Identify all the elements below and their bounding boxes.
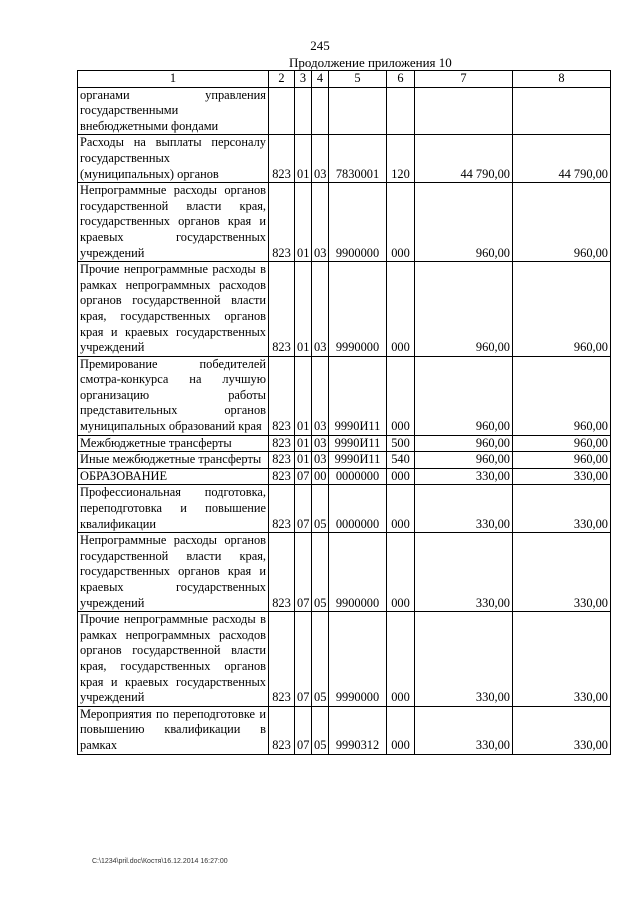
cell-target-code: 9990И11 (329, 435, 387, 452)
cell-amount-8 (513, 87, 611, 135)
cell-expense-type (387, 87, 415, 135)
cell-section: 01 (295, 135, 312, 183)
cell-section: 07 (295, 706, 312, 754)
row-description: Премирование победителей смотра-конкурса на лучшую организацию работы представительных органов муниципальных образований края (78, 356, 269, 435)
cell-amount-8: 960,00 (513, 183, 611, 262)
cell-amount-8: 44 790,00 (513, 135, 611, 183)
row-description: Непрограммные расходы органов государственной власти края, государственных органов края и краевых государственных учреждений (78, 183, 269, 262)
row-description: Прочие непрограммные расходы в рамках непрограммных расходов органов государственной власти края, государственных органов края и краевых государственных учреждений (78, 612, 269, 707)
cell-section: 01 (295, 435, 312, 452)
cell-target-code: 9900000 (329, 533, 387, 612)
cell-ministry: 823 (269, 452, 295, 469)
header-cell: 8 (513, 71, 611, 88)
cell-ministry: 823 (269, 135, 295, 183)
cell-target-code: 7830001 (329, 135, 387, 183)
row-description: Непрограммные расходы органов государственной власти края, государственных органов края и краевых государственных учреждений (78, 533, 269, 612)
row-description: Прочие непрограммные расходы в рамках непрограммных расходов органов государственной власти края, государственных органов края и краевых государственных учреждений (78, 262, 269, 357)
table-row (78, 135, 611, 183)
row-description: Иные межбюджетные трансферты (78, 452, 269, 469)
cell-subsection: 03 (312, 452, 329, 469)
cell-subsection: 03 (312, 435, 329, 452)
cell-ministry: 823 (269, 533, 295, 612)
row-description: органами управления государственными внебюджетными фондами (78, 87, 269, 135)
cell-expense-type: 000 (387, 356, 415, 435)
cell-ministry: 823 (269, 706, 295, 754)
cell-target-code: 9990И11 (329, 452, 387, 469)
cell-amount-8: 330,00 (513, 706, 611, 754)
cell-target-code: 9900000 (329, 183, 387, 262)
cell-expense-type: 000 (387, 533, 415, 612)
table-row (78, 706, 611, 754)
cell-amount-7: 330,00 (415, 533, 513, 612)
header-cell: 5 (329, 71, 387, 88)
cell-amount-7 (415, 87, 513, 135)
page-number: 245 (310, 38, 330, 53)
cell-amount-8: 330,00 (513, 533, 611, 612)
cell-ministry (269, 87, 295, 135)
cell-ministry: 823 (269, 435, 295, 452)
cell-amount-7: 960,00 (415, 452, 513, 469)
cell-expense-type: 000 (387, 706, 415, 754)
budget-table (77, 70, 611, 755)
row-description: Мероприятия по переподготовке и повышению квалификации в рамках (78, 706, 269, 754)
cell-amount-8: 960,00 (513, 356, 611, 435)
header-cell: 4 (312, 71, 329, 88)
table-row (78, 87, 611, 135)
cell-target-code: 9990И11 (329, 356, 387, 435)
cell-expense-type: 000 (387, 612, 415, 707)
cell-amount-7: 330,00 (415, 485, 513, 533)
header-cell: 1 (78, 71, 269, 88)
cell-amount-7: 330,00 (415, 706, 513, 754)
cell-amount-8: 960,00 (513, 435, 611, 452)
cell-ministry: 823 (269, 468, 295, 485)
cell-amount-7: 44 790,00 (415, 135, 513, 183)
cell-expense-type: 540 (387, 452, 415, 469)
cell-amount-7: 960,00 (415, 183, 513, 262)
cell-target-code (329, 87, 387, 135)
cell-amount-7: 960,00 (415, 435, 513, 452)
table-row (78, 183, 611, 262)
cell-section (295, 87, 312, 135)
cell-expense-type: 000 (387, 262, 415, 357)
cell-amount-8: 960,00 (513, 262, 611, 357)
cell-amount-7: 960,00 (415, 262, 513, 357)
cell-subsection: 03 (312, 262, 329, 357)
cell-subsection: 05 (312, 533, 329, 612)
cell-section: 01 (295, 262, 312, 357)
cell-section: 07 (295, 485, 312, 533)
cell-section: 07 (295, 533, 312, 612)
cell-expense-type: 120 (387, 135, 415, 183)
cell-section: 01 (295, 452, 312, 469)
cell-section: 01 (295, 356, 312, 435)
cell-amount-8: 330,00 (513, 485, 611, 533)
header-cell: 7 (415, 71, 513, 88)
cell-amount-7: 330,00 (415, 612, 513, 707)
cell-target-code: 0000000 (329, 485, 387, 533)
cell-subsection (312, 87, 329, 135)
cell-expense-type: 000 (387, 468, 415, 485)
row-description: Профессиональная подготовка, переподготовка и повышение квалификации (78, 485, 269, 533)
cell-ministry: 823 (269, 612, 295, 707)
cell-expense-type: 000 (387, 485, 415, 533)
table-row (78, 356, 611, 435)
table-row (78, 485, 611, 533)
cell-subsection: 00 (312, 468, 329, 485)
cell-amount-8: 960,00 (513, 452, 611, 469)
cell-target-code: 0000000 (329, 468, 387, 485)
cell-subsection: 03 (312, 135, 329, 183)
cell-amount-7: 330,00 (415, 468, 513, 485)
header-row (78, 71, 611, 88)
header-cell: 2 (269, 71, 295, 88)
cell-ministry: 823 (269, 356, 295, 435)
cell-subsection: 05 (312, 485, 329, 533)
table-row (78, 612, 611, 707)
cell-section: 07 (295, 468, 312, 485)
cell-subsection: 05 (312, 612, 329, 707)
cell-amount-8: 330,00 (513, 468, 611, 485)
cell-subsection: 05 (312, 706, 329, 754)
table-row (78, 533, 611, 612)
cell-subsection: 03 (312, 356, 329, 435)
cell-section: 07 (295, 612, 312, 707)
cell-expense-type: 500 (387, 435, 415, 452)
header-cell: 3 (295, 71, 312, 88)
cell-ministry: 823 (269, 485, 295, 533)
cell-target-code: 9990312 (329, 706, 387, 754)
cell-expense-type: 000 (387, 183, 415, 262)
document-path-footer: C:\1234\pril.doc\Костя\16.12.2014 16:27:00 (92, 858, 228, 865)
table-row (78, 262, 611, 357)
cell-ministry: 823 (269, 262, 295, 357)
cell-amount-8: 330,00 (513, 612, 611, 707)
row-description: Межбюджетные трансферты (78, 435, 269, 452)
cell-target-code: 9990000 (329, 262, 387, 357)
continuation-caption: Продолжение приложения 10 (289, 55, 452, 70)
cell-subsection: 03 (312, 183, 329, 262)
cell-ministry: 823 (269, 183, 295, 262)
header-cell: 6 (387, 71, 415, 88)
row-description: ОБРАЗОВАНИЕ (78, 468, 269, 485)
cell-target-code: 9990000 (329, 612, 387, 707)
table-row (78, 435, 611, 452)
cell-amount-7: 960,00 (415, 356, 513, 435)
row-description: Расходы на выплаты персоналу государственных (муниципальных) органов (78, 135, 269, 183)
table-row (78, 452, 611, 469)
table-row (78, 468, 611, 485)
cell-section: 01 (295, 183, 312, 262)
